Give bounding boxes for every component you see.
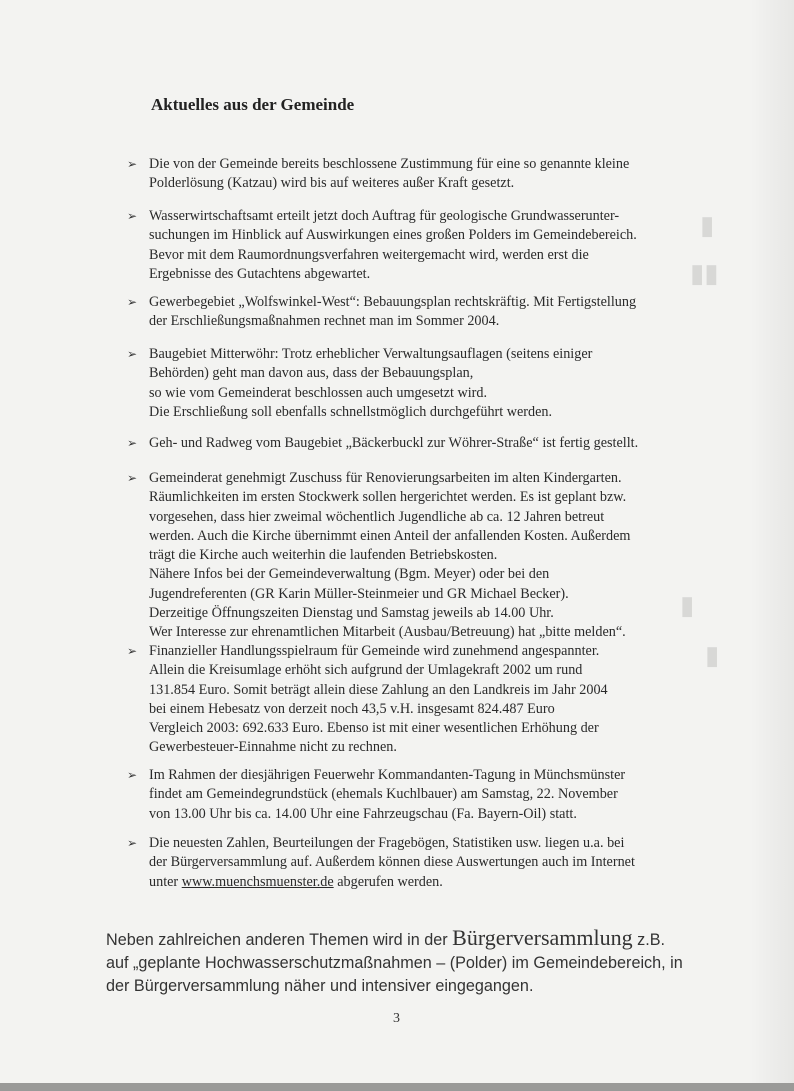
arrow-bullet-icon: ➢ bbox=[127, 644, 138, 658]
news-item-wasserwirtschaftsamt bbox=[127, 207, 707, 284]
news-item-text-before: Die neuesten Zahlen, Beurteilungen der Fragebögen, Statistiken usw. liegen u.a. bei der Bürgerversammlung auf. Außerdem können diese Auswertungen auch im Internet unter bbox=[149, 835, 635, 890]
news-item-text: Geh- und Radweg vom Baugebiet „Bäckerbuckl zur Wöhrer-Straße“ ist fertig gestellt. bbox=[149, 435, 639, 451]
arrow-bullet-icon: ➢ bbox=[127, 836, 138, 850]
news-item-katzau bbox=[127, 155, 707, 194]
arrow-bullet-icon: ➢ bbox=[127, 768, 138, 782]
news-item-text: Die von der Gemeinde bereits beschlossene Zustimmung für eine so genannte kleine Polderlösung (Katzau) wird bis auf weiteres außer Kraft gesetzt. bbox=[149, 156, 630, 192]
news-item-text-after: abgerufen werden. bbox=[333, 873, 443, 890]
bleed-through-mark: ▮▮ bbox=[690, 258, 719, 288]
arrow-bullet-icon: ➢ bbox=[127, 157, 138, 171]
news-item-text: Gewerbegebiet „Wolfswinkel-West“: Bebauungsplan rechtskräftig. Mit Fertigstellung der Erschließungsmaßnahmen rechnet man im Sommer 2004. bbox=[149, 294, 637, 330]
bleed-through-mark: ▮ bbox=[700, 210, 715, 240]
news-item-statistiken bbox=[127, 834, 707, 892]
news-item-text: Baugebiet Mitterwöhr: Trotz erheblicher Verwaltungsauflagen (seitens einiger Behörden) geht man davon aus, dass der Bebauungsplan, so wie vom Gemeinderat beschlossen auch umgesetzt wird. Die Erschließung soll ebenfalls schnellstmöglich durchgeführt werden. bbox=[149, 346, 593, 420]
bleed-through-mark: ▮ bbox=[705, 640, 720, 670]
page-number: 3 bbox=[393, 1011, 400, 1026]
news-item-baugebiet bbox=[127, 345, 707, 422]
news-item-text: Finanzieller Handlungsspielraum für Gemeinde wird zunehmend angespannter. Allein die Kreisumlage erhöht sich aufgrund der Umlagekraft 2002 um rund 131.854 Euro. Somit beträgt allein diese Zahlung an den Landkreis im Jahr 2004 bei einem Hebesatz von derzeit noch 43,5 v.H. insgesamt 824.487 Euro Vergleich 2003: 692.633 Euro. Ebenso ist mit einer wesentlichen Erhöhung der Gewerbesteuer-Einnahme nicht zu rechnen. bbox=[149, 643, 608, 756]
closing-emphasis: Bürgerversammlung bbox=[452, 925, 633, 950]
news-item-kindergarten bbox=[127, 469, 707, 643]
news-item-feuerwehr bbox=[127, 766, 707, 824]
page-heading: Aktuelles aus der Gemeinde bbox=[151, 95, 355, 114]
news-item-finanzen bbox=[127, 642, 707, 758]
news-item-text bbox=[149, 834, 707, 892]
news-item-text: Wasserwirtschaftsamt erteilt jetzt doch Auftrag für geologische Grundwasserunter- suchungen im Hinblick auf Auswirkungen eines großen Polders im Gemeindebereich. Bevor mit dem Raumordnungsverfahren weitergemacht wird, werden erst die Ergebnisse des Gutachtens abgewartet. bbox=[149, 208, 637, 282]
arrow-bullet-icon: ➢ bbox=[127, 436, 138, 450]
website-link[interactable]: www.muenchsmuenster.de bbox=[181, 873, 334, 890]
scan-shadow-edge bbox=[750, 0, 794, 1091]
closing-part-1: Neben zahlreichen anderen Themen wird in der bbox=[106, 931, 453, 949]
scan-bottom-edge bbox=[0, 1083, 794, 1091]
bleed-through-mark: ▮ bbox=[680, 590, 695, 620]
arrow-bullet-icon: ➢ bbox=[127, 471, 138, 485]
closing-part-2: z.B. auf „geplante Hochwasserschutzmaßnahmen – (Polder) im Gemeindebereich, in der Bürgerversammlung näher und intensiver eingegangen. bbox=[106, 931, 683, 995]
arrow-bullet-icon: ➢ bbox=[127, 209, 138, 223]
news-item-gewerbegebiet bbox=[127, 293, 707, 332]
closing-paragraph bbox=[106, 926, 726, 998]
arrow-bullet-icon: ➢ bbox=[127, 347, 138, 361]
arrow-bullet-icon: ➢ bbox=[127, 295, 138, 309]
news-item-radweg bbox=[127, 434, 707, 453]
news-item-text: Im Rahmen der diesjährigen Feuerwehr Kommandanten-Tagung in Münchsmünster findet am Gemeindegrundstück (ehemals Kuchlbauer) am Samstag, 22. November von 13.00 Uhr bis ca. 14.00 Uhr eine Fahrzeugschau (Fa. Bayern-Oil) statt. bbox=[149, 767, 626, 822]
news-item-text: Gemeinderat genehmigt Zuschuss für Renovierungsarbeiten im alten Kindergarten. Räumlichkeiten im ersten Stockwerk sollen hergerichtet werden. Es ist geplant bzw. vorgesehen, dass hier zweimal wöchentlich Jugendliche ab ca. 12 Jahren betreut werden. Auch die Kirche übernimmt einen Anteil der anfallenden Kosten. Außerdem trägt die Kirche auch weiterhin die laufenden Betriebskosten. Nähere Infos bei der Gemeindeverwaltung (Bgm. Meyer) oder bei den Jugendreferenten (GR Karin Müller-Steinmeier und GR Michael Becker). Derzeitige Öffnungszeiten Dienstag und Samstag jeweils ab 14.00 Uhr. Wer Interesse zur ehrenamtlichen Mitarbeit (Ausbau/Betreuung) hat „bitte melden“. bbox=[149, 470, 631, 641]
